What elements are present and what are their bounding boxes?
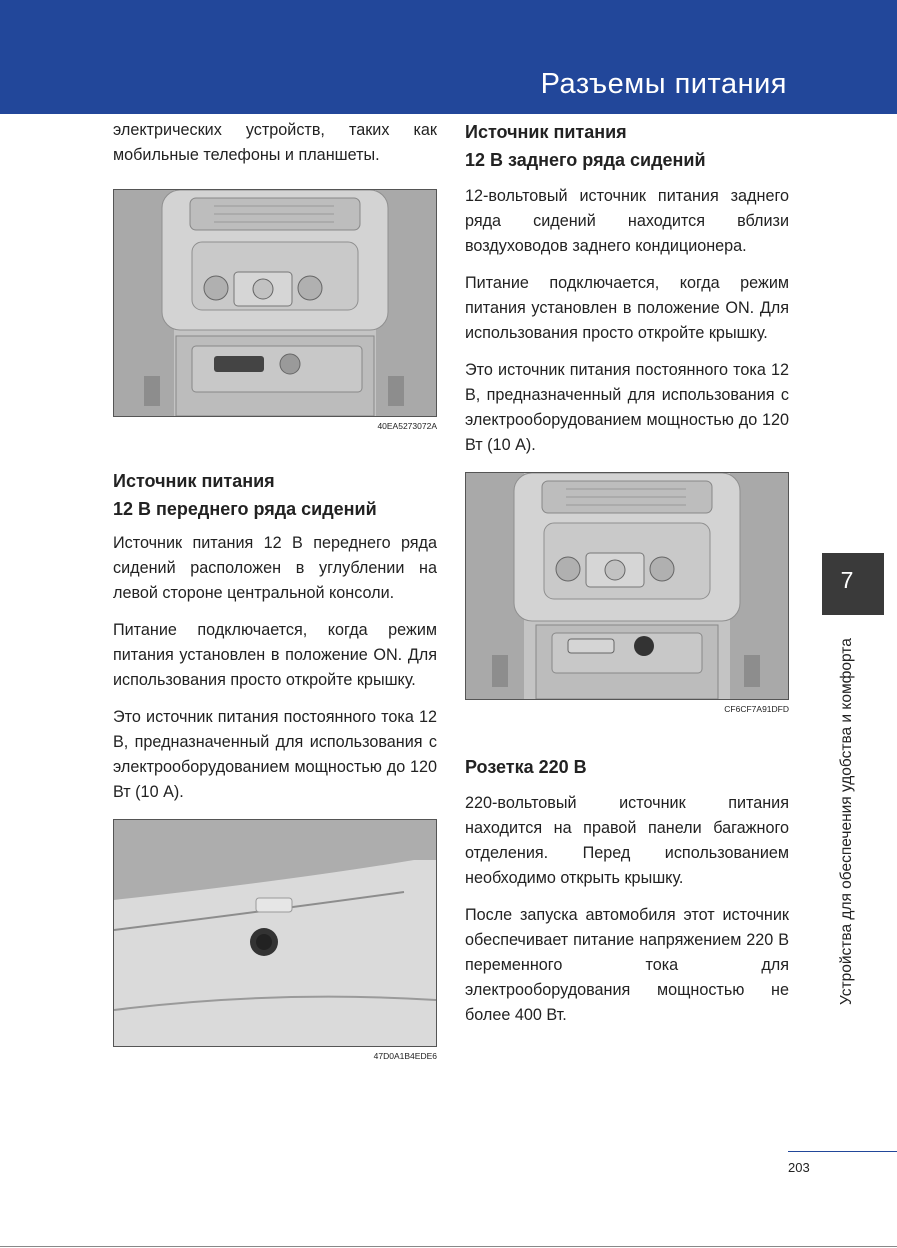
rear-power-paragraph-2: Питание подключается, когда режим питания установлен в положение ON. Для использования просто откройте крышку. (465, 274, 789, 342)
socket-220-paragraph-1: 220-вольтовый источник питания находится на правой панели багажного отделения. Перед использованием необходимо открыть крышку. (465, 794, 789, 887)
rear-console-illustration (114, 190, 436, 416)
left-column (113, 118, 437, 1062)
rear-power-paragraph-3: Это источник питания постоянного тока 12 В, предназначенный для использования с электрооборудованием мощностью до 120 Вт (10 А). (465, 361, 789, 454)
rear-console-photo-front (113, 189, 437, 417)
front-power-heading-line1: Источник питания (113, 471, 275, 491)
page-header (0, 0, 897, 114)
section-title: Разъемы питания (540, 68, 787, 100)
photo-code: 47D0A1B4EDE6 (373, 1051, 437, 1061)
front-power-heading-line2: 12 В переднего ряда сидений (113, 499, 377, 519)
rear-socket-illustration (466, 473, 788, 699)
rear-power-heading-line1: Источник питания (465, 122, 627, 142)
rear-power-heading-line2: 12 В заднего ряда сидений (465, 150, 706, 170)
chapter-number: 7 (840, 567, 854, 593)
page-number: 203 (788, 1160, 810, 1175)
right-column (465, 118, 789, 1028)
chapter-tab (822, 553, 884, 615)
rear-console-socket-photo (465, 472, 789, 700)
rear-power-paragraph-1: 12-вольтовый источник питания заднего ряда сидений находится вблизи воздуховодов заднего кондиционера. (465, 187, 789, 255)
front-power-paragraph-3: Это источник питания постоянного тока 12 В, предназначенный для использования с электрооборудованием мощностью до 120 Вт (10 А). (113, 708, 437, 801)
chapter-title-vertical: Устройства для обеспечения удобства и комфорта (838, 638, 855, 1005)
front-console-socket-photo (113, 819, 437, 1047)
bottom-divider (0, 1246, 897, 1247)
footer-rule (788, 1151, 897, 1152)
socket-220-paragraph-2: После запуска автомобиля этот источник обеспечивает питание напряжением 220 В переменного тока для электрооборудования мощностью не более 400 Вт. (465, 906, 789, 1024)
intro-text: электрических устройств, таких как мобильные телефоны и планшеты. (113, 121, 437, 164)
socket-220-heading: Розетка 220 В (465, 757, 587, 777)
front-power-paragraph-2: Питание подключается, когда режим питания установлен в положение ON. Для использования просто откройте крышку. (113, 621, 437, 689)
front-socket-illustration (114, 820, 436, 1046)
front-power-paragraph-1: Источник питания 12 В переднего ряда сидений расположен в углублении на левой стороне центральной консоли. (113, 534, 437, 602)
photo-code: 40EA5273072A (377, 421, 437, 431)
photo-code: CF6CF7A91DFD (724, 704, 789, 714)
